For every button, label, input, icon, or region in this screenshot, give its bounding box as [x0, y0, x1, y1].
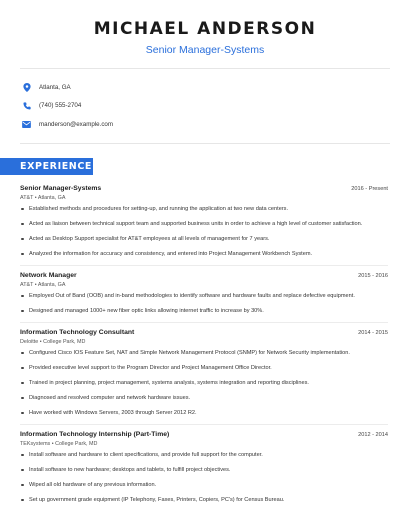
job-title: Information Technology Internship (Part-Time)	[20, 430, 170, 438]
experience-section	[0, 175, 410, 504]
job-company: AT&T	[20, 194, 34, 201]
job-entry	[20, 329, 388, 417]
mail-icon	[22, 120, 31, 129]
contact-email	[22, 115, 410, 134]
job-bullet: Acted as Desktop Support specialist for AT&T employees at all levels of management for 7 years.	[20, 235, 388, 243]
job-location: College Park, MD	[43, 338, 86, 345]
job-dates: 2012 - 2014	[358, 431, 388, 438]
phone-icon	[22, 101, 31, 110]
job-bullets	[20, 292, 388, 315]
job-bullet: Set up government grade equipment (IP Telephony, Faxes, Printers, Copiers, PC's) for Census Bureau.	[20, 496, 388, 504]
job-bullet: Install software to new hardware; desktops and tablets, to fulfill project objectives.	[20, 466, 388, 474]
contact-location	[22, 78, 410, 97]
job-dates: 2014 - 2015	[358, 329, 388, 336]
job-company: Deloitte	[20, 338, 39, 345]
contact-phone	[22, 97, 410, 116]
job-bullet: Trained in project planning, project management, systems analysis, systems integration and reporting disciplines.	[20, 379, 388, 387]
job-title: Senior Manager-Systems	[20, 184, 102, 192]
job-bullet: Provided executive level support to the Program Director and Project Management Office Director.	[20, 364, 388, 372]
job-bullets	[20, 205, 388, 258]
contact-list	[0, 69, 410, 143]
contact-email-text: manderson@example.com	[39, 120, 114, 128]
job-bullet: Install software and hardware to client specifications, and provide full support for the computer.	[20, 451, 388, 459]
job-divider	[20, 424, 388, 425]
job-meta: TEKsystems • College Park, MD	[20, 440, 98, 447]
job-dates: 2016 - Present	[351, 185, 388, 192]
experience-heading: EXPERIENCE	[0, 158, 93, 175]
job-bullet: Have worked with Windows Servers, 2003 through Server 2012 R2.	[20, 409, 388, 417]
contact-phone-text: (740) 555-2704	[39, 102, 82, 110]
job-meta: AT&T • Atlanta, GA	[20, 194, 66, 201]
job-entry	[20, 431, 388, 504]
job-title: Network Manager	[20, 271, 77, 279]
job-bullet: Configured Cisco IOS Feature Set, NAT and Simple Network Management Protocol (SNMP) for Network Security implementation.	[20, 349, 388, 357]
resume-header	[0, 0, 410, 56]
candidate-name: MICHAEL ANDERSON	[93, 19, 317, 39]
job-entry	[20, 272, 388, 315]
job-location: Atlanta, GA	[37, 194, 66, 201]
job-bullet: Established methods and procedures for setting-up, and running the application at two new data centers.	[20, 205, 388, 213]
job-title: Information Technology Consultant	[20, 328, 135, 336]
job-bullet: Diagnosed and resolved computer and network hardware issues.	[20, 394, 388, 402]
job-bullet: Wiped all old hardware of any previous information.	[20, 481, 388, 489]
job-bullet: Analyzed the information for accuracy and consistency, and entered into Project Management Workbench System.	[20, 250, 388, 258]
job-location: College Park, MD	[55, 440, 98, 447]
job-company: TEKsystems	[20, 440, 51, 447]
job-bullet: Designed and managed 1000+ new fiber optic links allowing internet traffic to increase by 30%.	[20, 307, 388, 315]
location-pin-icon	[22, 83, 31, 92]
job-location: Atlanta, GA	[37, 281, 66, 288]
job-bullet: Acted as liaison between technical support team and supported business units in order to achieve a high level of customer satisfaction.	[20, 220, 388, 228]
job-meta: Deloitte • College Park, MD	[20, 338, 86, 345]
contact-location-text: Atlanta, GA	[39, 83, 71, 91]
contact-divider	[20, 143, 390, 144]
job-dates: 2015 - 2016	[358, 272, 388, 279]
job-entry	[20, 185, 388, 258]
job-bullets	[20, 451, 388, 504]
job-bullet: Employed Out of Band (OOB) and in-band methodologies to identify software and hardware faults and replace defective equipment.	[20, 292, 388, 300]
job-bullets	[20, 349, 388, 417]
job-company: AT&T	[20, 281, 34, 288]
job-meta: AT&T • Atlanta, GA	[20, 281, 66, 288]
job-divider	[20, 265, 388, 266]
job-divider	[20, 322, 388, 323]
candidate-title: Senior Manager-Systems	[145, 44, 265, 56]
